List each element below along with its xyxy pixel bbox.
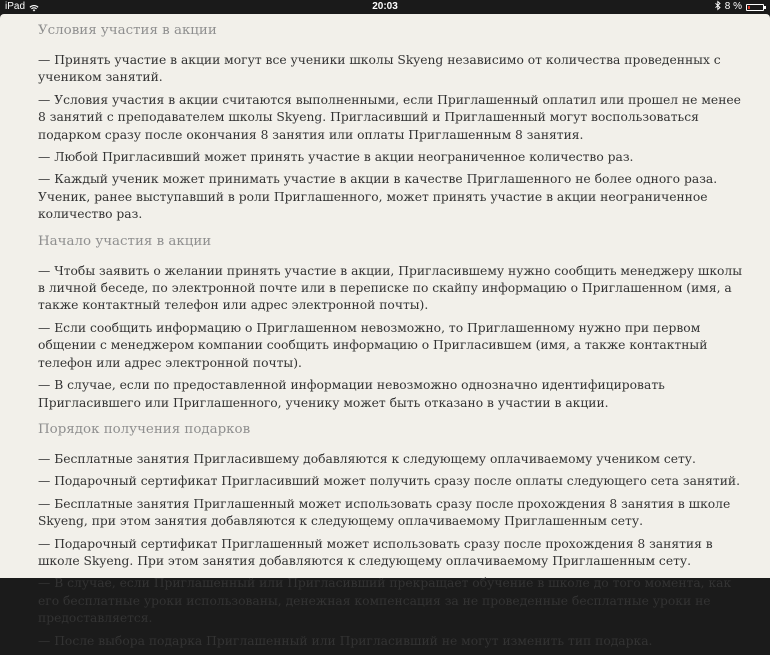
clock: 20:03: [372, 1, 398, 12]
paragraph: — После выбора подарка Приглашенный или Пригласивший не могут изменить тип подарка.: [38, 633, 653, 648]
paragraph: — Каждый ученик может принимать участие в акции в качестве Приглашенного не более одного раза. Ученик, ранее выступавший в роли Приглашенного, может принять участие в акции неограниченное количество раз.: [38, 172, 718, 222]
paragraph: — Бесплатные занятия Приглашенный может использовать сразу после прохождения 8 занятия в школе Skyeng, при этом занятия добавляются к следующему оплачиваемому Приглашенным сету.: [38, 496, 731, 529]
paragraph: — Если сообщить информацию о Приглашенном невозможно, то Приглашенному нужно при первом общении с менеджером компании сообщить информацию о Пригласившем (имя, а также контактный телефон или адрес электронной почты).: [38, 320, 708, 370]
status-bar-right: [715, 0, 764, 14]
section-title: Порядок получения подарков: [38, 421, 251, 437]
paragraph: — Условия участия в акции считаются выполненными, если Приглашенный оплатил или прошел не менее 8 занятий с преподавателем школы Skyeng. Пригласивший и Приглашенный могут воспользоваться подарком сразу после окончания 8 занятия или оплаты Приглашенным 8 занятия.: [38, 92, 741, 142]
paragraph: — Подарочный сертификат Приглашенный может использовать сразу после прохождения 8 занятия в школе Skyeng. При этом занятия добавляются к следующему оплачиваемому Приглашенным сету.: [38, 536, 713, 568]
battery-level: [748, 6, 750, 9]
paragraph: — Любой Пригласивший может принять участие в акции неограниченное количество раз.: [38, 150, 634, 165]
section-title: Условия участия в акции: [38, 23, 217, 38]
paragraph: — В случае, если Приглашенный или Пригласивший прекращает обучение в школе до того момента, как его бесплатные уроки использованы, денежная компенсация за не проведенные бесплатные уроки не предоставляется.: [38, 576, 732, 626]
section: [38, 233, 752, 412]
paragraph: — В случае, если по предоставленной информации невозможно однозначно идентифицировать Пригласившего или Приглашенного, ученику может быть отказано в участии в акции.: [38, 378, 665, 410]
device-label: iPad: [5, 1, 26, 12]
battery-percent: 8 %: [724, 1, 742, 12]
page-content[interactable]: [0, 14, 770, 648]
paragraph: — Принять участие в акции могут все ученики школы Skyeng независимо от количества проведенных с учеником занятий.: [38, 53, 721, 85]
article: [38, 22, 752, 655]
status-bar: [0, 0, 770, 14]
section-title: Начало участия в акции: [38, 233, 212, 249]
battery-icon: [746, 4, 764, 11]
bluetooth-icon: [715, 0, 721, 14]
paragraph: — Чтобы заявить о желании принять участие в акции, Пригласившему нужно сообщить менеджеру школы в личной беседе, по электронной почте или в переписке по скайпу информацию о Приглашенном (имя, а также контактный телефон или адрес электронной почты).: [38, 263, 743, 313]
section: [38, 421, 752, 650]
paragraph: — Бесплатные занятия Пригласившему добавляются к следующему оплачиваемому учеником сету.: [38, 451, 696, 466]
paragraph: — Подарочный сертификат Пригласивший может получить сразу после оплаты следующего сета занятий.: [38, 474, 740, 489]
section: [38, 22, 752, 224]
